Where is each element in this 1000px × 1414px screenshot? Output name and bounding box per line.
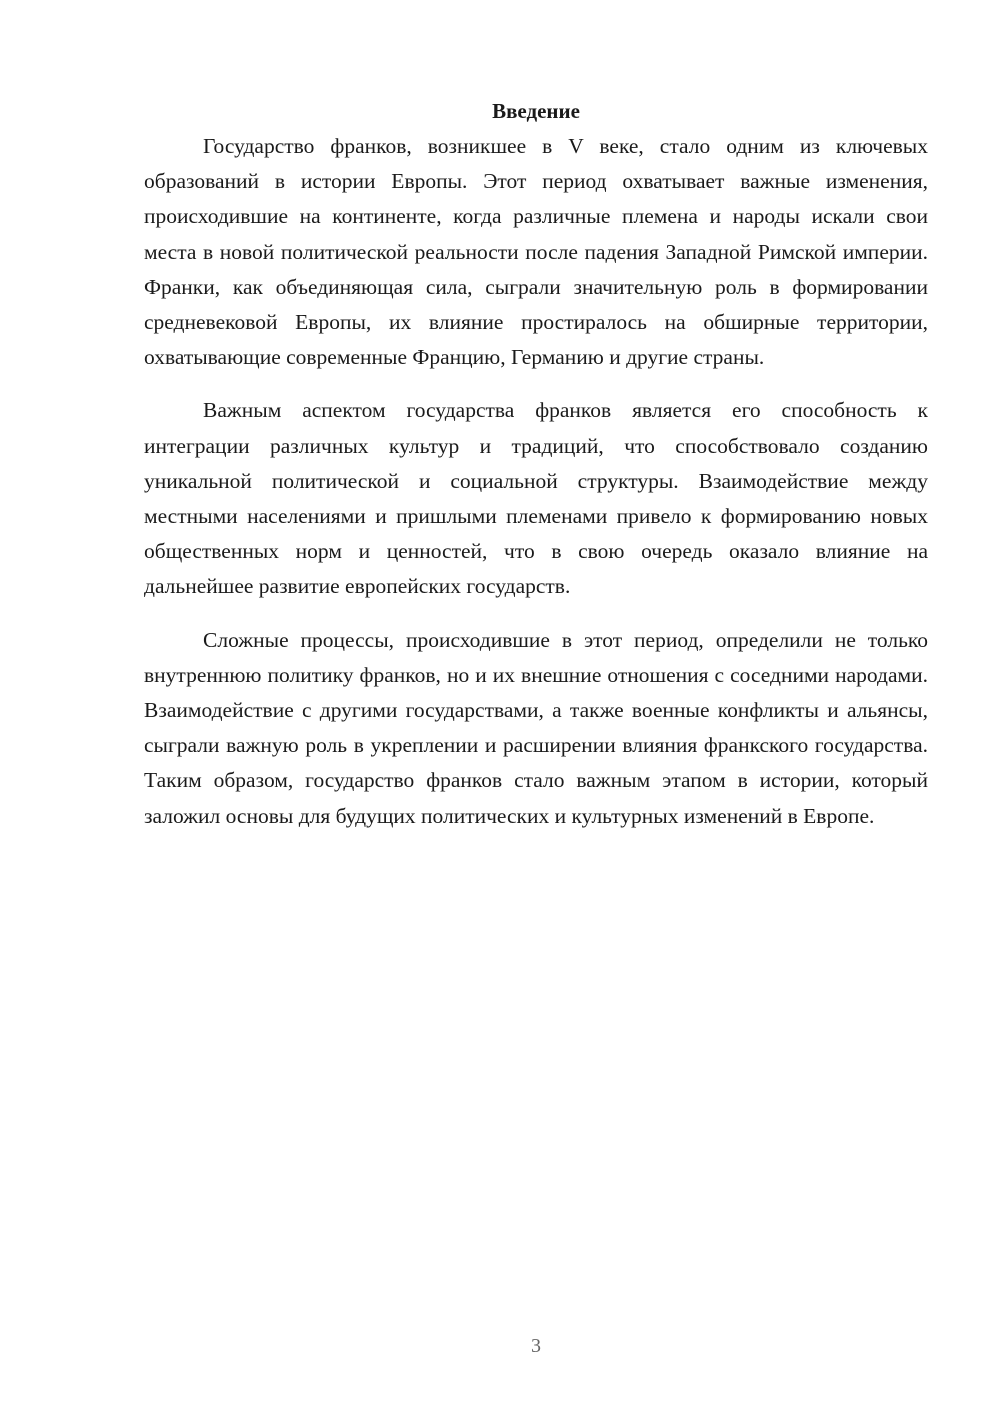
paragraph-2: Важным аспектом государства франков является его способность к интеграции различных культур и традиций, что способствовало созданию уникальной политической и социальной структуры. Взаимодействие между местными населениями и пришлыми племенами привело к формированию новых общественных норм и ценностей, что в свою очередь оказало влияние на дальнейшее развитие европейских государств. (144, 398, 928, 599)
page-number: 3 (531, 1335, 541, 1357)
paragraph-1: Государство франков, возникшее в V веке, стало одним из ключевых образований в истории Европы. Этот период охватывает важные изменения, происходившие на континенте, когда различные племена и народы искали свои места в новой политической реальности после падения Западной Римской империи. Франки, как объединяющая сила, сыграли значительную роль в формировании средневековой Европы, их влияние простиралось на обширные территории, охватывающие современные Францию, Германию и другие страны. (144, 134, 928, 370)
section-heading: Введение (492, 99, 580, 123)
paragraph-3: Сложные процессы, происходившие в этот период, определили не только внутреннюю политику франков, но и их внешние отношения с соседними народами. Взаимодействие с другими государствами, а также военные конфликты и альянсы, сыграли важную роль в укреплении и расширении влияния франкского государства. Таким образом, государство франков стало важным этапом в истории, который заложил основы для будущих политических и культурных изменений в Европе. (144, 627, 928, 828)
page-content (144, 94, 928, 852)
